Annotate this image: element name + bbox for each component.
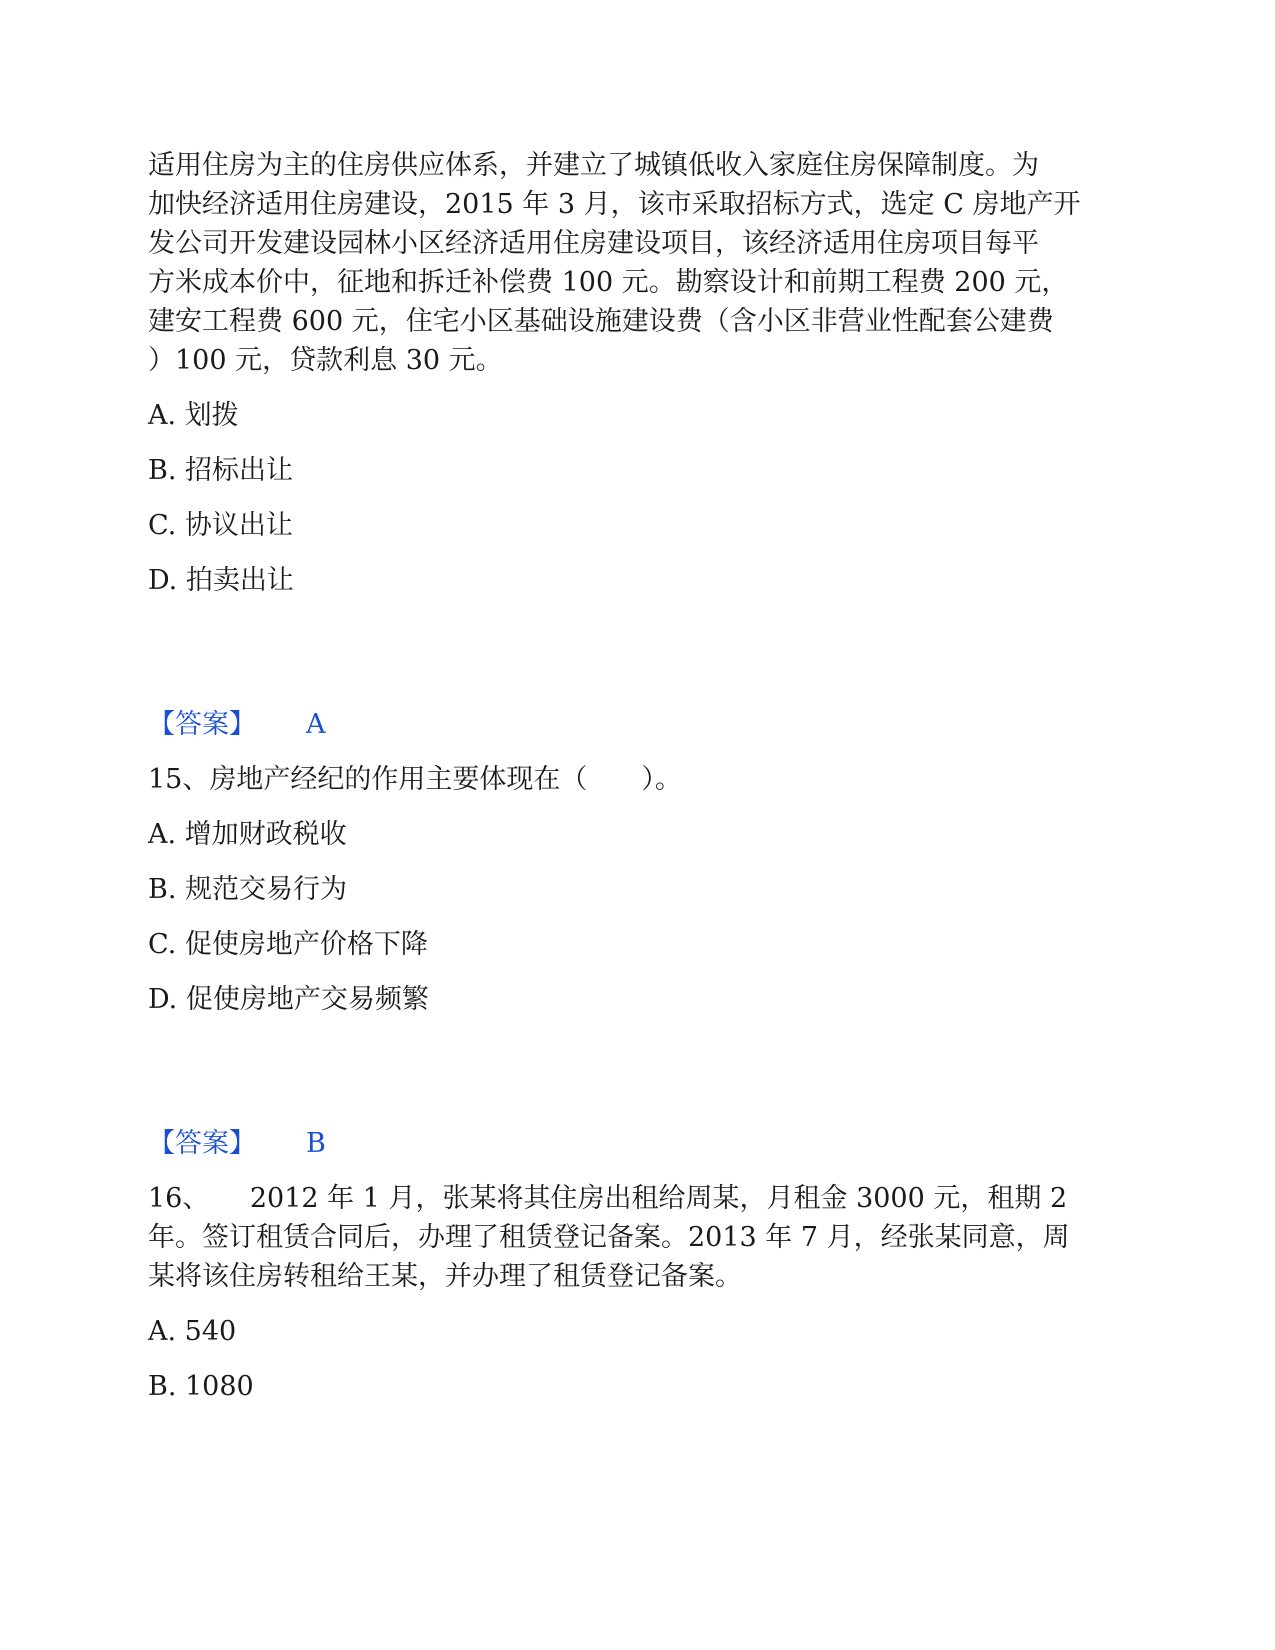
q14-stem-line: 建安工程费 600 元，住宅小区基础设施建设费（含小区非营业性配套公建费 <box>148 306 1054 337</box>
q16-stem-line: 某将该住房转租给王某，并办理了租赁登记备案。 <box>148 1261 742 1292</box>
q16-stem <box>148 1179 1128 1296</box>
q14-option-c: C. 协议出让 <box>148 510 293 541</box>
q15-answer <box>148 1124 1128 1163</box>
answer-label: 【答案】 <box>148 709 256 740</box>
document-page <box>148 146 1128 1406</box>
q15-option-d: D. 促使房地产交易频繁 <box>148 984 429 1015</box>
q15-option-b: B. 规范交易行为 <box>148 874 348 905</box>
q14-answer <box>148 705 1128 744</box>
q14-stem-line: 方米成本价中，征地和拆迁补偿费 100 元。勘察设计和前期工程费 200 元， <box>148 267 1069 298</box>
q14-option-a: A. 划拨 <box>148 400 239 431</box>
q16-option-a: A. 540 <box>148 1316 237 1347</box>
answer-label: 【答案】 <box>148 1128 256 1159</box>
q15-stem: 15、房地产经纪的作用主要体现在（ ）。 <box>148 764 682 795</box>
q15-option-c: C. 促使房地产价格下降 <box>148 929 428 960</box>
q16-stem-line: 16、 2012 年 1 月，张某将其住房出租给周某，月租金 3000 元，租期 2 <box>148 1183 1068 1214</box>
q14-stem-line: ）100 元，贷款利息 30 元。 <box>148 345 503 376</box>
q14-stem-line: 加快经济适用住房建设，2015 年 3 月，该市采取招标方式，选定 C 房地产开 <box>148 189 1081 220</box>
q14-stem-line: 发公司开发建设园林小区经济适用住房建设项目，该经济适用住房项目每平 <box>148 228 1039 259</box>
answer-value: A <box>306 709 326 740</box>
q15-option-a: A. 增加财政税收 <box>148 819 347 850</box>
q14-option-b: B. 招标出让 <box>148 455 294 486</box>
q14-stem-line: 适用住房为主的住房供应体系，并建立了城镇低收入家庭住房保障制度。为 <box>148 150 1039 181</box>
q16-option-b: B. 1080 <box>148 1371 254 1402</box>
q16-stem-line: 年。签订租赁合同后，办理了租赁登记备案。2013 年 7 月，经张某同意，周 <box>148 1222 1070 1253</box>
q14-option-d: D. 拍卖出让 <box>148 565 294 596</box>
q14-stem <box>148 146 1128 380</box>
answer-value: B <box>306 1128 326 1159</box>
